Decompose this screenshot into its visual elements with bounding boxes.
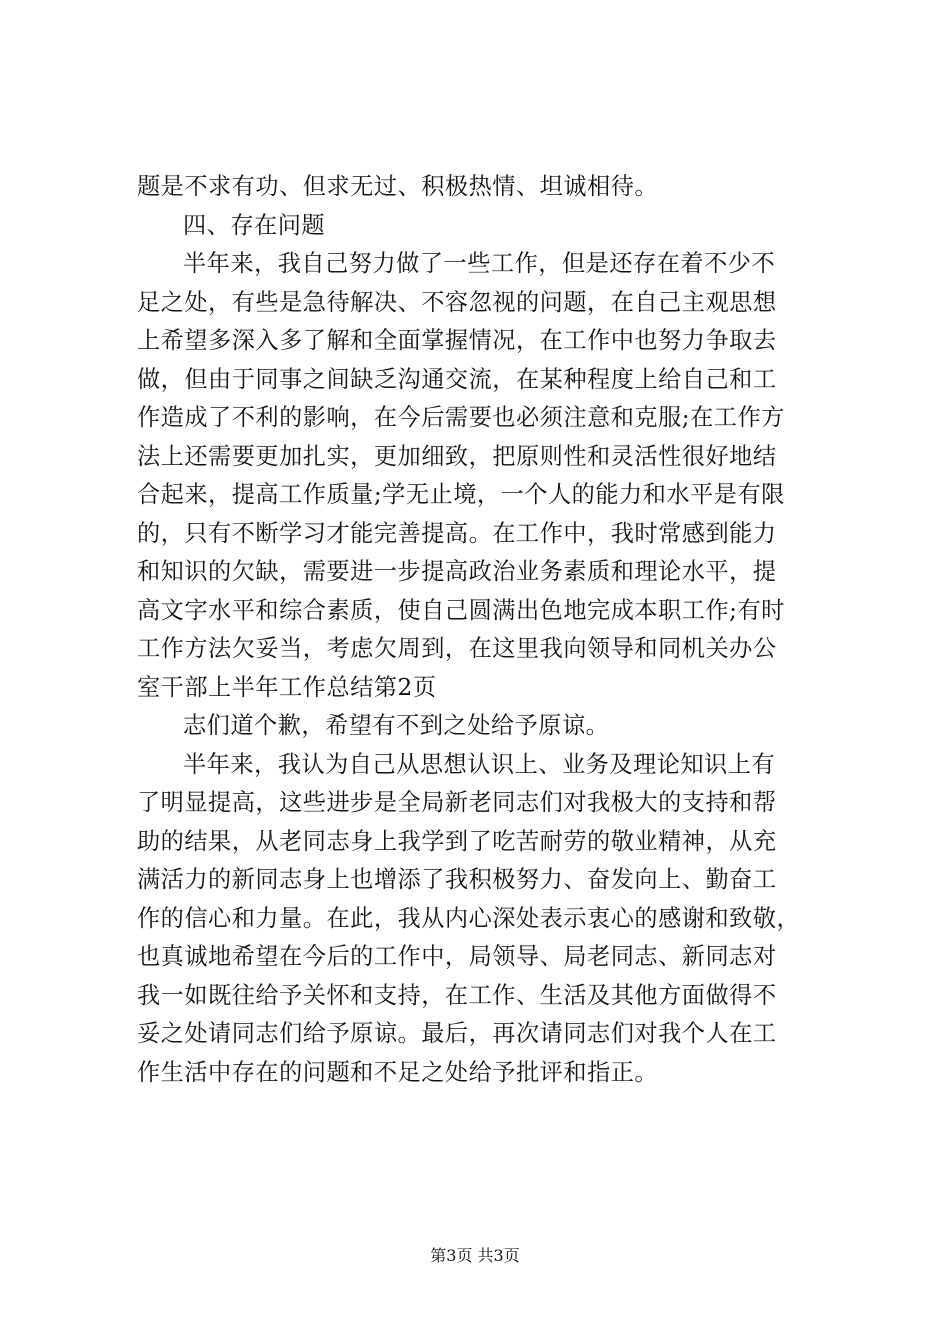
text-line: 合起来，提高工作质量;学无止境，一个人的能力和水平是有限 — [137, 481, 785, 508]
text-line: 四、存在问题 — [183, 211, 326, 239]
text-line: 也真诚地希望在今后的工作中，局领导、局老同志、新同志对 — [137, 943, 777, 970]
text-line: 工作方法欠妥当，考虑欠周到，在这里我向领导和同机关办公 — [137, 635, 777, 662]
text-line: 了明显提高，这些进步是全局新老同志们对我极大的支持和帮 — [137, 789, 777, 816]
page-footer: 第3页 共3页 — [430, 1246, 520, 1265]
text-line: 作生活中存在的问题和不足之处给予批评和指正。 — [137, 1058, 659, 1086]
document-body — [137, 168, 837, 1092]
text-line: 志们道个歉，希望有不到之处给予原谅。 — [183, 712, 610, 739]
text-line: 满活力的新同志身上也增添了我积极努力、奋发向上、勤奋工 — [137, 866, 777, 893]
text-line: 题是不求有功、但求无过、积极热情、坦诚相待。 — [137, 173, 659, 200]
text-line: 和知识的欠缺，需要进一步提高政治业务素质和理论水平，提 — [137, 558, 777, 585]
text-line: 的，只有不断学习才能完善提高。在工作中，我时常感到能力 — [137, 519, 777, 547]
text-line: 半年来，我认为自己从思想认识上、业务及理论知识上有 — [183, 750, 776, 778]
text-line: 妥之处请同志们给予原谅。最后，再次请同志们对我个人在工 — [137, 1020, 777, 1047]
text-line: 半年来，我自己努力做了一些工作，但是还存在着不少不 — [183, 250, 776, 277]
text-line: 上希望多深入多了解和全面掌握情况，在工作中也努力争取去 — [137, 327, 777, 354]
text-line: 作造成了不利的影响，在今后需要也必须注意和克服;在工作方 — [137, 404, 785, 431]
text-line: 足之处，有些是急待解决、不容忽视的问题，在自己主观思想 — [137, 288, 777, 316]
text-line: 室干部上半年工作总结第2页 — [137, 673, 437, 701]
text-line: 作的信心和力量。在此，我从内心深处表示衷心的感谢和致敬， — [137, 904, 801, 932]
text-line: 法上还需要更加扎实，更加细致，把原则性和灵活性很好地结 — [137, 442, 777, 470]
text-line: 做，但由于同事之间缺乏沟通交流，在某种程度上给自己和工 — [137, 365, 777, 393]
text-line: 我一如既往给予关怀和支持，在工作、生活及其他方面做得不 — [137, 981, 777, 1009]
text-line: 高文字水平和综合素质，使自己圆满出色地完成本职工作;有时 — [137, 596, 785, 624]
text-line: 助的结果，从老同志身上我学到了吃苦耐劳的敬业精神，从充 — [137, 827, 777, 855]
